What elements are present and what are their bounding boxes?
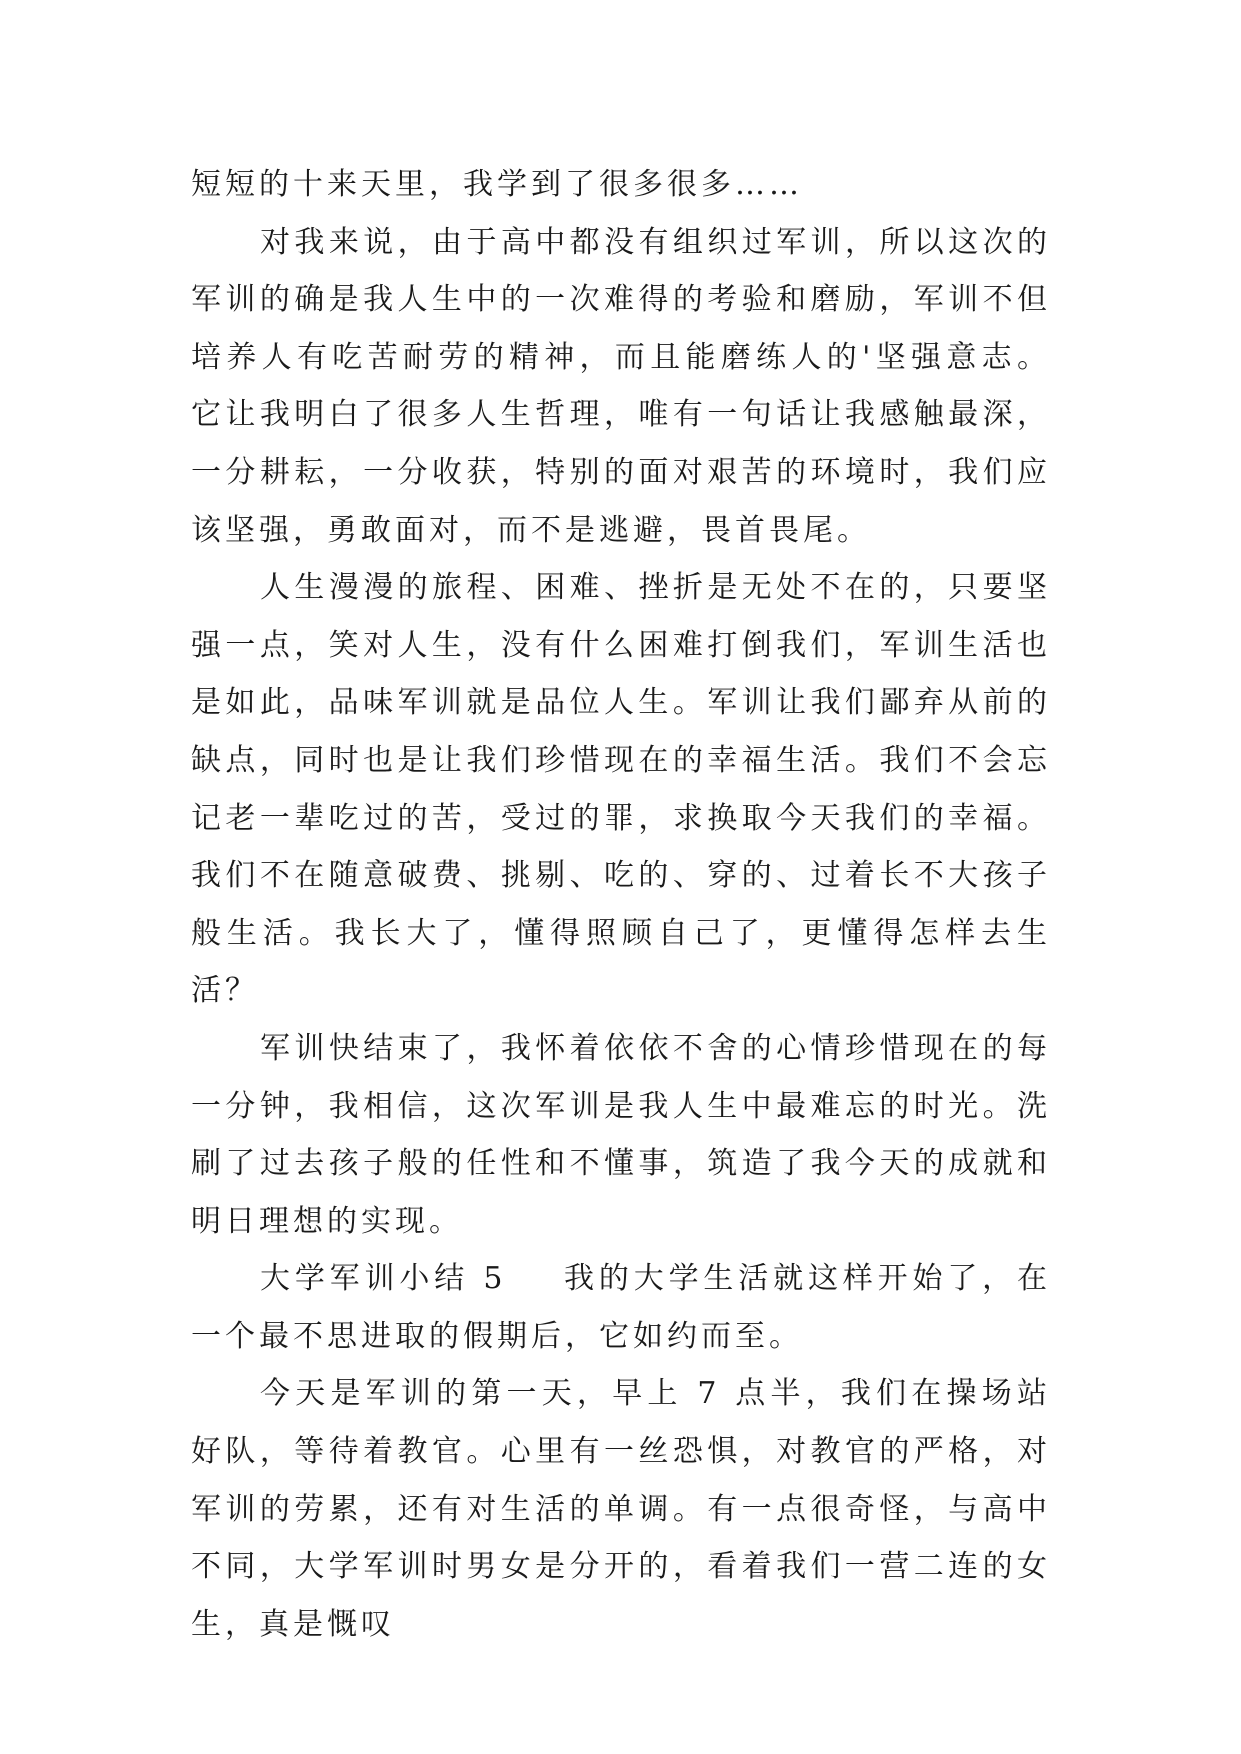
- paragraph: 军训快结束了，我怀着依依不舍的心情珍惜现在的每一分钟，我相信，这次军训是我人生中最难忘的时光。洗刷了过去孩子般的任性和不懂事，筑造了我今天的成就和明日理想的实现。: [191, 1030, 1051, 1239]
- document-body: [191, 156, 1051, 1653]
- paragraph-continuation: 短短的十来天里，我学到了很多很多……: [191, 167, 803, 202]
- paragraph: 对我来说，由于高中都没有组织过军训，所以这次的军训的确是我人生中的一次难得的考验和磨励，军训不但培养人有吃苦耐劳的精神，而且能磨练人的'坚强意志。它让我明白了很多人生哲理，唯有一句话让我感触最深，一分耕耘，一分收获，特别的面对艰苦的环境时，我们应该坚强，勇敢面对，而不是逃避，畏首畏尾。: [191, 224, 1051, 548]
- section-heading: 大学军训小结 5: [260, 1261, 507, 1297]
- section-first-text: 我的大学生活就这样开始了，在一个最不思进取的假期后，它如约而至。: [191, 1261, 1051, 1354]
- heading-gap: [507, 1261, 565, 1296]
- paragraph: 今天是军训的第一天，早上 7 点半，我们在操场站好队，等待着教官。心里有一丝恐惧，对教官的严格，对军训的劳累，还有对生活的单调。有一点很奇怪，与高中不同，大学军训时男女是分开的，看着我们一营二连的女生，真是慨叹: [191, 1376, 1051, 1642]
- paragraph: 人生漫漫的旅程、困难、挫折是无处不在的，只要坚强一点，笑对人生，没有什么困难打倒我们，军训生活也是如此，品味军训就是品位人生。军训让我们鄙弃从前的缺点，同时也是让我们珍惜现在的幸福生活。我们不会忘记老一辈吃过的苦，受过的罪，求换取今天我们的幸福。我们不在随意破费、挑剔、吃的、穿的、过着长不大孩子般生活。我长大了，懂得照顾自己了，更懂得怎样去生活？: [191, 570, 1051, 1009]
- section-paragraph: [191, 1250, 1051, 1365]
